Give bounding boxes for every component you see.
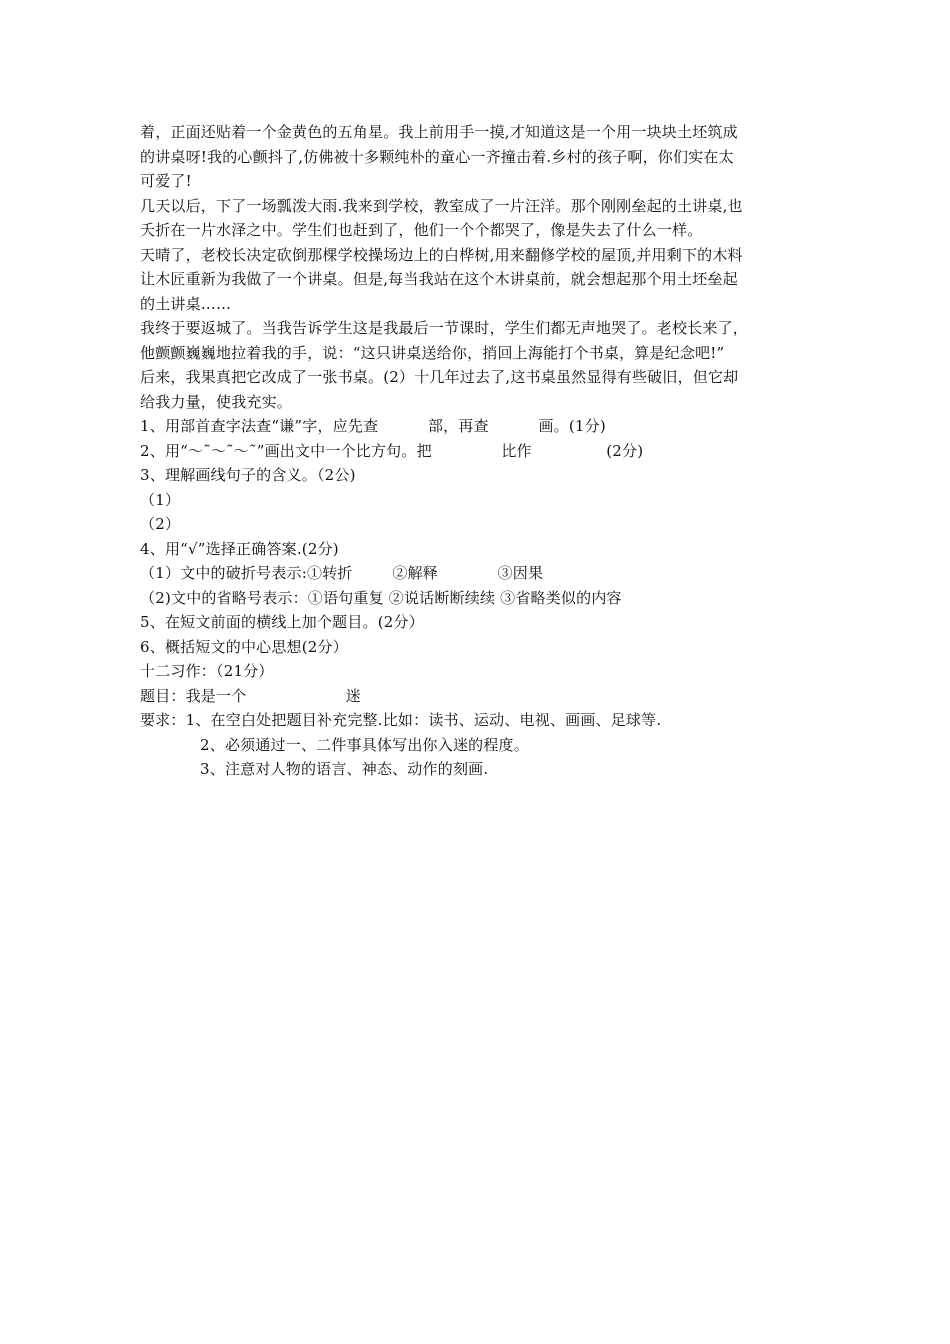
passage-line-2: 的讲桌呀!我的心颤抖了,仿佛被十多颗纯朴的童心一齐撞击着.乡村的孩子啊，你们实在太	[140, 147, 734, 166]
passage-line-3: 可爱了!	[140, 172, 192, 190]
question-4-item-2: （2)文中的省略号表示：①语句重复 ②说话断断续续 ③省略类似的内容	[140, 588, 622, 607]
question-4-item-1: （1）文中的破折号表示:①转折 ②解释 ③因果	[140, 564, 544, 582]
passage-line-9: 我终于要返城了。当我告诉学生这是我最后一节课时，学生们都无声地哭了。老校长来了，	[140, 319, 749, 337]
question-3-answer-1: （1）	[140, 490, 181, 509]
composition-heading: 十二习作：（21分）	[140, 662, 274, 680]
question-3: 3、理解画线句子的含义。（2公)	[140, 466, 356, 484]
passage-line-10: 他颤颤巍巍地拉着我的手，说：“这只讲桌送给你，捎回上海能打个书桌，算是纪念吧!”	[140, 343, 725, 362]
passage-line-12: 给我力量，使我充实。	[140, 392, 293, 411]
passage-line-11: 后来，我果真把它改成了一张书桌。(2）十几年过去了,这书桌虽然显得有些破旧，但它却	[140, 368, 739, 386]
passage-line-6: 天晴了，老校长决定砍倒那棵学校操场边上的白桦树,用来翻修学校的屋顶,并用剩下的木料	[140, 245, 743, 264]
question-6: 6、概括短文的中心思想(2分）	[140, 637, 348, 656]
requirement-2: 2、必须通过一、二件事具体写出你入迷的程度。	[200, 735, 529, 754]
passage-line-1: 着，正面还贴着一个金黄色的五角星。我上前用手一摸,才知道这是一个用一块块土坯筑成	[140, 123, 738, 141]
composition-title: 题目：我是一个 迷	[140, 686, 361, 705]
passage-line-5: 夭折在一片水泽之中。学生们也赶到了，他们一个个都哭了，像是失去了什么一样。	[140, 221, 703, 239]
requirement-3: 3、注意对人物的语言、神态、动作的刻画.	[200, 760, 489, 778]
question-2: 2、用“～˜～˜～˜”画出文中一个比方句。把 比作 (2分)	[140, 441, 644, 460]
passage-line-7: 让木匠重新为我做了一个讲桌。但是,每当我站在这个木讲桌前，就会想起那个用土坯垒起	[140, 270, 738, 288]
question-4: 4、用“√”选择正确答案.(2分)	[140, 539, 339, 558]
question-1: 1、用部首查字法查“谦”字，应先查 部，再查 画。(1分)	[140, 417, 606, 435]
question-3-answer-2: （2）	[140, 515, 181, 533]
document-body	[140, 120, 820, 782]
requirement-1: 要求：1、在空白处把题目补充完整.比如：读书、运动、电视、画画、足球等.	[140, 711, 662, 729]
passage-line-8: 的土讲桌……	[140, 294, 232, 313]
question-5: 5、在短文前面的横线上加个题目。(2分）	[140, 613, 424, 631]
passage-line-4: 几天以后，下了一场瓢泼大雨.我来到学校，教室成了一片汪洋。那个刚刚垒起的土讲桌,也	[140, 196, 743, 215]
